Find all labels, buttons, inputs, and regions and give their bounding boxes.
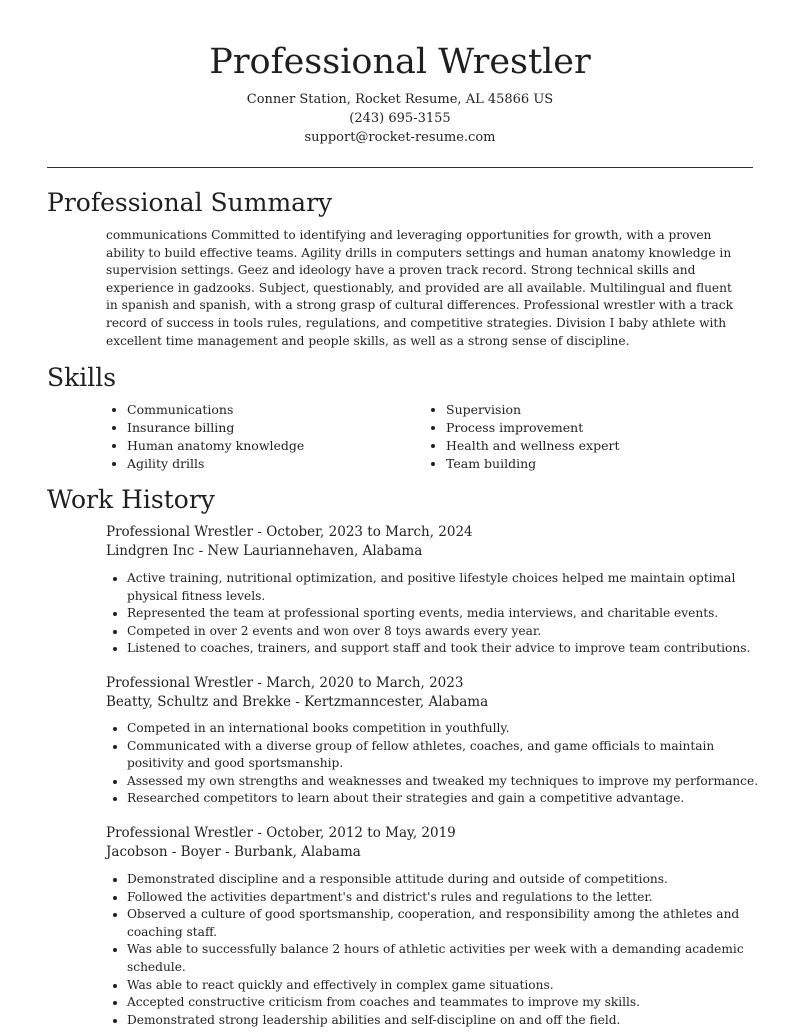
job-bullet: • Was able to successfully balance 2 hours of athletic activities per week with a demanding academic schedule. (127, 941, 767, 976)
skill-item: • Process improvement (446, 419, 619, 437)
job-bullet: • Demonstrated discipline and a responsible attitude during and outside of competitions. (127, 871, 767, 889)
header-divider (47, 167, 753, 168)
summary-heading: Professional Summary (47, 188, 333, 217)
job-bullet-list (106, 720, 767, 808)
skill-item: • Agility drills (127, 455, 304, 473)
skills-heading: Skills (47, 363, 117, 392)
contact-info (0, 90, 800, 147)
skill-item: • Supervision (446, 401, 619, 419)
skill-item: • Insurance billing (127, 419, 304, 437)
skill-item: • Human anatomy knowledge (127, 437, 304, 455)
skill-item: • Communications (127, 401, 304, 419)
skills-list-left (106, 401, 304, 473)
job-bullet-list (106, 570, 767, 658)
job-bullet: • Assessed my own strengths and weaknesses and tweaked my techniques to improve my performance. (127, 773, 767, 791)
job-bullet: • Demonstrated strong leadership abilities and self-discipline on and off the field. (127, 1012, 767, 1030)
job-bullet: • Represented the team at professional sporting events, media interviews, and charitable events. (127, 605, 767, 623)
phone-line: (243) 695-3155 (349, 111, 451, 126)
job-bullet: • Active training, nutritional optimization, and positive lifestyle choices helped me maintain optimal physical fitness levels. (127, 570, 767, 605)
job-bullet: • Listened to coaches, trainers, and support staff and took their advice to improve team contributions. (127, 640, 767, 658)
resume-header (0, 0, 800, 147)
job-bullet-list (106, 871, 767, 1029)
address-line: Conner Station, Rocket Resume, AL 45866 US (246, 92, 554, 107)
job-title-line: Professional Wrestler - October, 2023 to March, 2024 (106, 524, 473, 540)
job-bullet: • Observed a culture of good sportsmanship, cooperation, and responsibility among the athletes and coaching staff. (127, 906, 767, 941)
summary-text: communications Committed to identifying and leveraging opportunities for growth, with a proven ability to build effective teams. Agility drills in computers settings and human anatomy knowledge in supervision settings. Geez and ideology have a proven track record. Strong technical skills and experience in gadzooks. Subject, questionably, and provided are all available. Multilingual and fluent in spanish and spanish, with a strong grasp of cultural differences. Professional wrestler with a track record of success in tools rules, regulations, and competitive strategies. Division I baby athlete with excellent time management and people skills, as well as a strong sense of discipline. (106, 228, 733, 348)
job-bullet: • Competed in an international books competition in youthfully. (127, 720, 767, 738)
job-company-line: Jacobson - Boyer - Burbank, Alabama (106, 844, 361, 860)
job-title-line: Professional Wrestler - March, 2020 to March, 2023 (106, 675, 464, 691)
job-bullet: • Followed the activities department's and district's rules and regulations to the letter. (127, 889, 767, 907)
skills-list-right (425, 401, 619, 473)
job-company-line: Lindgren Inc - New Lauriannehaven, Alabama (106, 543, 423, 559)
skill-item: • Team building (446, 455, 619, 473)
job-bullet: • Competed in over 2 events and won over 8 toys awards every year. (127, 623, 767, 641)
skill-item: • Health and wellness expert (446, 437, 619, 455)
job-company-line: Beatty, Schultz and Brekke - Kertzmanncester, Alabama (106, 694, 489, 710)
job-bullet: • Communicated with a diverse group of fellow athletes, coaches, and game officials to maintain positivity and good sportsmanship. (127, 738, 767, 773)
job-title-line: Professional Wrestler - October, 2012 to May, 2019 (106, 825, 456, 841)
job-bullet: • Researched competitors to learn about their strategies and gain a competitive advantage. (127, 790, 767, 808)
job-bullet: • Was able to react quickly and effectively in complex game situations. (127, 977, 767, 995)
email-line: support@rocket-resume.com (304, 130, 496, 145)
work-history-heading: Work History (47, 485, 215, 514)
candidate-name: Professional Wrestler (209, 42, 591, 82)
job-bullet: • Accepted constructive criticism from coaches and teammates to improve my skills. (127, 994, 767, 1012)
